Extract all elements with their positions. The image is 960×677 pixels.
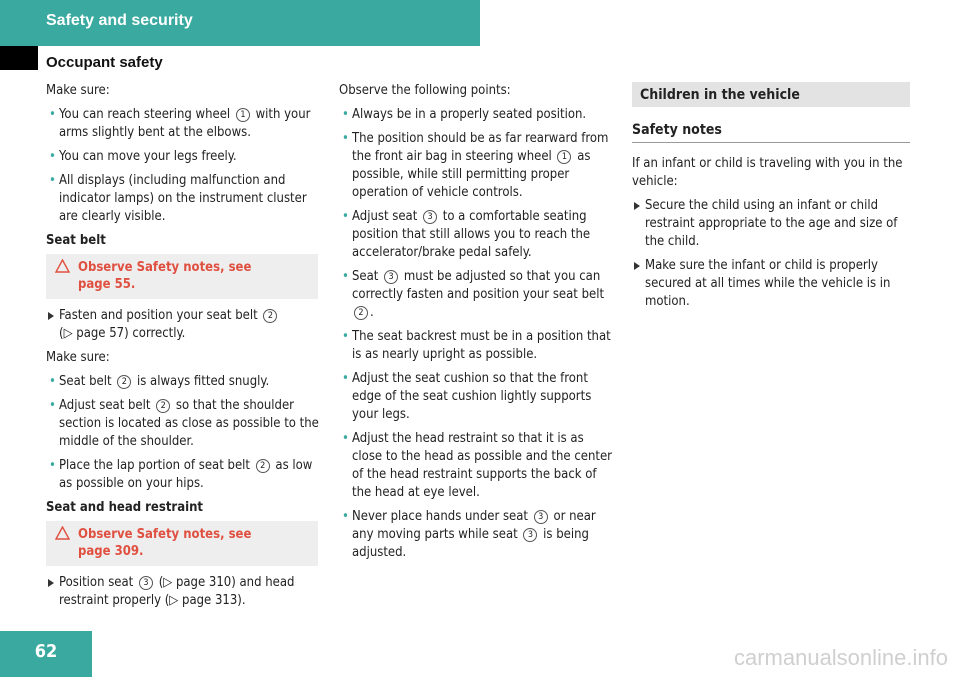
bullet-item: • You can reach steering wheel 1 with your arms slightly bent at the elbows. (46, 106, 324, 142)
subheading-seat-belt: Seat belt (46, 233, 106, 248)
subheading-seat-head-restraint: Seat and head restraint (46, 500, 204, 515)
bullet-item: • Never place hands under seat 3 or near any moving parts while seat 3 is being adjusted. (339, 508, 617, 562)
chapter-title: Safety and security (46, 12, 193, 29)
marker-2: 2 (156, 399, 170, 413)
section-marker (0, 46, 38, 70)
warning-box (46, 521, 318, 566)
bullet-item: • You can move your legs freely. (46, 148, 324, 166)
column-right (632, 82, 910, 317)
topic-box-children: Children in the vehicle (632, 82, 910, 107)
bullet-item: • Adjust seat belt 2 so that the shoulder section is located as close as possible to the middle of the shoulder. (46, 397, 324, 451)
chapter-header-bar (0, 0, 480, 46)
marker-3: 3 (139, 576, 153, 590)
bullet-item: • Adjust the head restraint so that it is as close to the head as possible and the center of the head restraint supports the back of the head at eye level. (339, 430, 617, 502)
subheading-safety-notes: Safety notes (632, 121, 910, 143)
page-number: 62 (34, 641, 58, 662)
instruction-item: Make sure the infant or child is properly secured at all times while the vehicle is in motion. (632, 257, 910, 311)
marker-1: 1 (557, 150, 571, 164)
marker-2: 2 (354, 306, 368, 320)
warning-triangle-icon (55, 259, 70, 273)
bullet-item: • The seat backrest must be in a position that is as nearly upright as possible. (339, 328, 617, 364)
warning-text-line2: page 55. (78, 277, 136, 292)
marker-3: 3 (523, 528, 537, 542)
make-sure-label: Make sure: (46, 83, 110, 98)
bullet-item: • The position should be as far rearward from the front air bag in steering wheel 1 as possible, while still permitting proper operation of vehicle controls. (339, 130, 617, 202)
marker-2: 2 (117, 375, 131, 389)
bullet-item: • Adjust the seat cushion so that the front edge of the seat cushion lightly supports your legs. (339, 370, 617, 424)
warning-text-line1: Observe Safety notes, see (78, 260, 252, 275)
column-middle (339, 82, 617, 568)
marker-3: 3 (423, 210, 437, 224)
warning-text-line2: page 309. (78, 544, 144, 559)
bullet-item: • Seat belt 2 is always fitted snugly. (46, 373, 324, 391)
instruction-item: Fasten and position your seat belt 2 (▷ page 57) correctly. (46, 307, 324, 343)
marker-2: 2 (263, 309, 277, 323)
warning-triangle-icon (55, 526, 70, 540)
children-intro: If an infant or child is traveling with you in the vehicle: (632, 156, 903, 189)
make-sure-label: Make sure: (46, 350, 110, 365)
column-left (46, 82, 324, 616)
bullet-item: • All displays (including malfunction and indicator lamps) on the instrument cluster are clearly visible. (46, 172, 324, 226)
marker-3: 3 (384, 270, 398, 284)
watermark: carmanualsonline.info (733, 645, 948, 670)
warning-text-line1: Observe Safety notes, see (78, 527, 252, 542)
bullet-item: • Seat 3 must be adjusted so that you can correctly fasten and position your seat belt 2 . (339, 268, 617, 322)
section-title: Occupant safety (46, 54, 163, 71)
points-intro: Observe the following points: (339, 83, 511, 98)
bullet-item: • Place the lap portion of seat belt 2 as low as possible on your hips. (46, 457, 324, 493)
marker-3: 3 (534, 510, 548, 524)
page-number-box (0, 631, 92, 677)
marker-2: 2 (256, 459, 270, 473)
warning-box (46, 254, 318, 299)
bullet-item: • Adjust seat 3 to a comfortable seating position that still allows you to reach the accelerator/brake pedal safely. (339, 208, 617, 262)
instruction-item: Secure the child using an infant or child restraint appropriate to the age and size of the child. (632, 197, 910, 251)
marker-1: 1 (236, 108, 250, 122)
bullet-item: • Always be in a properly seated position. (339, 106, 617, 124)
instruction-item: Position seat 3 (▷ page 310) and head restraint properly (▷ page 313). (46, 574, 324, 610)
